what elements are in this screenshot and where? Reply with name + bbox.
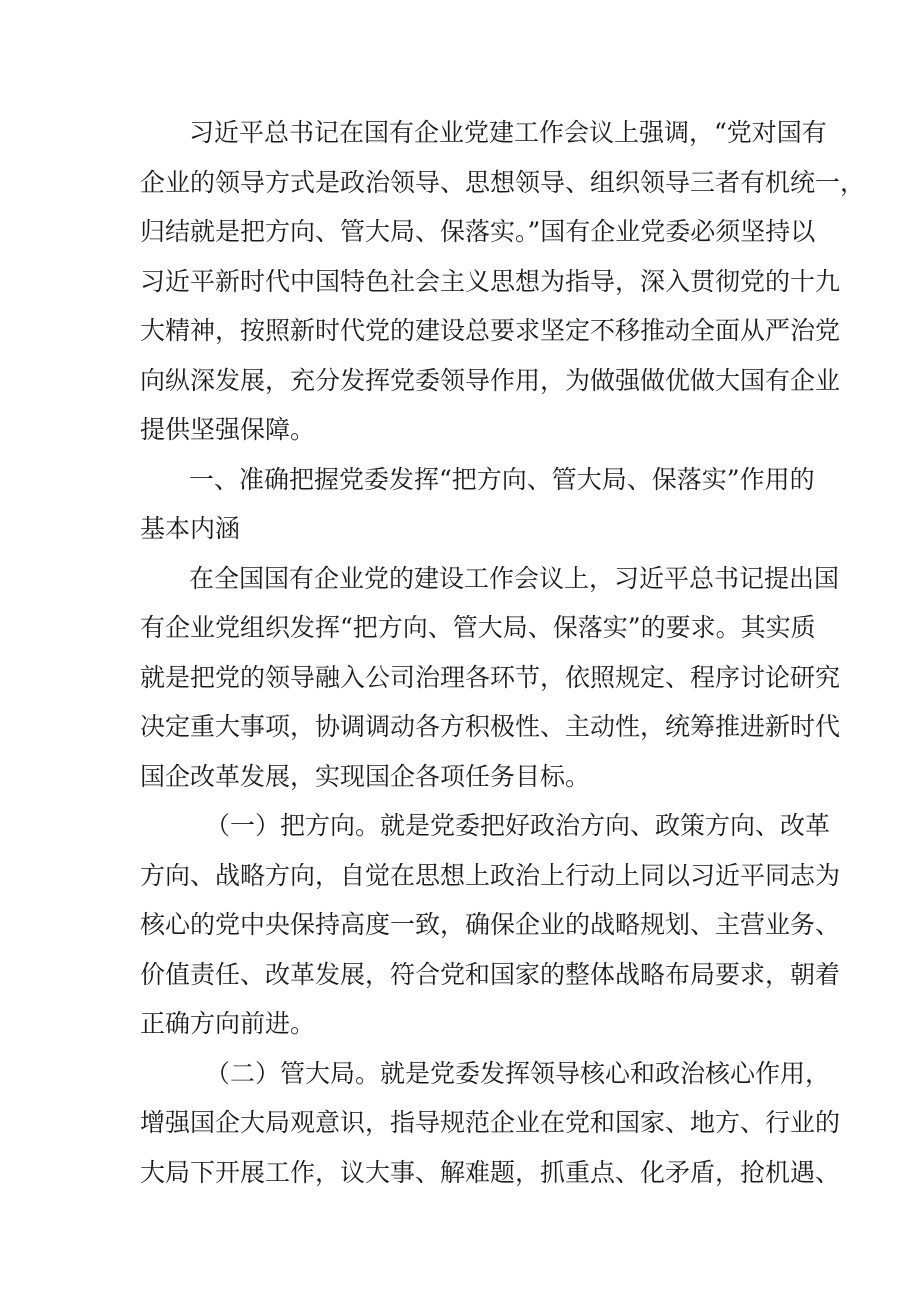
- item-1-line: （一）把方向。就是党委把好政治方向、政策方向、改革: [205, 811, 831, 840]
- item-1-line: 方向、战略方向，自觉在思想上政治上行动上同以习近平同志为: [140, 861, 841, 890]
- section-body-line: 就是把党的领导融入公司治理各环节，依照规定、程序讨论研究: [140, 663, 841, 692]
- intro-line: 提供坚强保障。: [140, 415, 316, 444]
- section-body-line: 在全国国有企业党的建设工作会议上，习近平总书记提出国: [189, 564, 840, 593]
- intro-line: 习近平新时代中国特色社会主义思想为指导，深入贯彻党的十九: [140, 267, 841, 296]
- item-1-line: 价值责任、改革发展，符合党和国家的整体战略布局要求，朝着: [140, 960, 841, 989]
- intro-line: 归结就是把方向、管大局、保落实。”国有企业党委必须坚持以: [140, 217, 816, 246]
- section-body-line: 有企业党组织发挥“把方向、管大局、保落实”的要求。其实质: [140, 613, 816, 642]
- item-2-line: 增强国企大局观意识，指导规范企业在党和国家、地方、行业的: [140, 1108, 841, 1137]
- section-body-line: 国企改革发展，实现国企各项任务目标。: [140, 762, 591, 791]
- intro-line: 企业的领导方式是政治领导、思想领导、组织领导三者有机统一，: [140, 168, 866, 197]
- item-2-line: （二）管大局。就是党委发挥领导核心和政治核心作用，: [205, 1059, 831, 1088]
- section-heading-line: 一、准确把握党委发挥“把方向、管大局、保落实”作用的: [189, 465, 815, 494]
- intro-line: 大精神，按照新时代党的建设总要求坚定不移推动全面从严治党: [140, 316, 841, 345]
- intro-line: 习近平总书记在国有企业党建工作会议上强调，“党对国有: [189, 118, 827, 147]
- intro-line: 向纵深发展，充分发挥党委领导作用，为做强做优做大国有企业: [140, 366, 841, 395]
- section-heading-line: 基本内涵: [140, 514, 241, 543]
- item-2-line: 大局下开展工作，议大事、解难题，抓重点、化矛盾，抢机遇、: [140, 1158, 841, 1187]
- item-1-line: 正确方向前进。: [140, 1009, 316, 1038]
- item-1-line: 核心的党中央保持高度一致，确保企业的战略规划、主营业务、: [140, 910, 841, 939]
- section-body-line: 决定重大事项，协调调动各方积极性、主动性，统筹推进新时代: [140, 712, 841, 741]
